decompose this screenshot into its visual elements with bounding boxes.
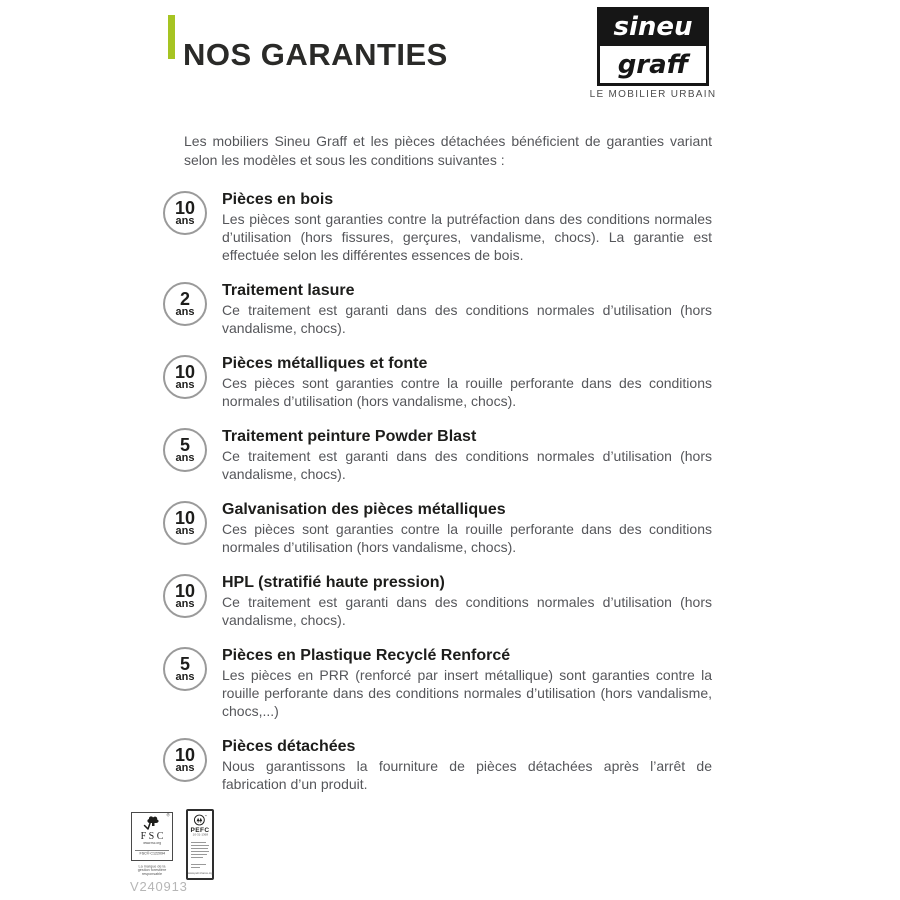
badge-years: 5 (179, 653, 190, 674)
guarantee-text (222, 573, 712, 629)
guarantee-item (163, 427, 712, 483)
guarantee-text (222, 354, 712, 410)
warranty-years-badge (163, 574, 207, 618)
warranty-years-badge (163, 191, 207, 235)
badge-unit: ans (175, 761, 195, 774)
guarantee-item (163, 737, 712, 793)
pefc-license-code: 10-31-1368 (192, 833, 208, 837)
badge-years: 2 (179, 288, 190, 309)
badge-unit: ans (175, 524, 195, 537)
guarantee-description: Ce traitement est garanti dans des conditions normales d’utilisation (hors vandalisme, chocs). (222, 302, 712, 336)
warranty-years-badge (163, 355, 207, 399)
guarantee-title: Galvanisation des pièces métalliques (222, 501, 506, 518)
badge-years: 5 (179, 434, 190, 455)
intro-paragraph: Les mobiliers Sineu Graff et les pièces détachées bénéficient de garanties variant selon les modèles et sous les conditions suivantes : (184, 133, 712, 168)
guarantee-description: Les pièces en PRR (renforcé par insert métallique) sont garanties contre la rouille perforante dans des conditions normales d’utilisation (hors vandalisme, chocs,...) (222, 667, 712, 719)
logo-word-sineu: sineu (613, 11, 693, 42)
guarantee-title: Pièces métalliques et fonte (222, 355, 428, 372)
guarantee-description: Ce traitement est garanti dans des conditions normales d’utilisation (hors vandalisme, chocs). (222, 594, 712, 628)
guarantee-title: Pièces en bois (222, 191, 334, 208)
fsc-divider (135, 850, 169, 851)
pefc-url: www.pefc-france.org (187, 872, 213, 875)
fsc-box (131, 812, 173, 861)
pefc-trees-icon (192, 814, 208, 826)
guarantee-description: Ces pièces sont garanties contre la rouille perforante dans des conditions normales d’utilisation (hors vandalisme, chocs). (222, 375, 712, 409)
guarantee-text (222, 737, 712, 793)
pefc-wordmark: PEFC (190, 827, 210, 834)
warranty-years-badge (163, 282, 207, 326)
guarantee-item (163, 573, 712, 629)
guarantee-title: Traitement lasure (222, 282, 355, 299)
logo-tagline: LE MOBILIER URBAIN (589, 89, 717, 100)
guarantee-item (163, 500, 712, 556)
badge-years: 10 (174, 197, 196, 218)
warranty-years-badge (163, 428, 207, 472)
fsc-tree-checkmark-icon (142, 815, 162, 832)
fsc-label (131, 812, 173, 883)
guarantee-description: Ce traitement est garanti dans des conditions normales d’utilisation (hors vandalisme, chocs). (222, 448, 712, 482)
fsc-wordmark: FSC (140, 831, 166, 842)
guarantee-description: Nous garantissons la fourniture de pièces détachées après l’arrêt de fabrication d’un produit. (222, 758, 712, 792)
guarantee-title: Pièces en Plastique Recyclé Renforcé (222, 647, 511, 664)
guarantee-text (222, 646, 712, 720)
guarantee-text (222, 500, 712, 556)
badge-unit: ans (175, 305, 195, 318)
badge-unit: ans (175, 378, 195, 391)
content-area (163, 132, 712, 810)
guarantee-item (163, 190, 712, 264)
badge-years: 10 (174, 507, 196, 528)
warranty-years-badge (163, 738, 207, 782)
fsc-license-code: FSC® C122094 (139, 852, 165, 856)
badge-unit: ans (175, 670, 195, 683)
logo-bottom-block (597, 46, 709, 86)
pefc-micro-text (191, 842, 209, 868)
document-version: V240913 (130, 879, 188, 894)
logo-word-graff: graff (617, 49, 689, 80)
warranty-years-badge (163, 501, 207, 545)
guarantee-title: HPL (stratifié haute pression) (222, 574, 445, 591)
sineu-graff-logo (597, 7, 709, 86)
guarantee-list (163, 190, 712, 793)
fsc-caption: La marque de la gestion forestière responsable (137, 865, 167, 877)
guarantee-item (163, 281, 712, 337)
guarantee-title: Traitement peinture Powder Blast (222, 428, 477, 445)
pefc-label (186, 809, 214, 880)
guarantee-text (222, 190, 712, 264)
badge-years: 10 (174, 580, 196, 601)
badge-unit: ans (175, 597, 195, 610)
badge-unit: ans (175, 451, 195, 464)
warranty-years-badge (163, 647, 207, 691)
guarantee-description: Les pièces sont garanties contre la putréfaction dans des conditions normales d’utilisation (hors fissures, gerçures, vandalisme, chocs). La garantie est effectuée selon les différentes essences de bois. (222, 211, 712, 263)
guarantee-item (163, 354, 712, 410)
fsc-registered-mark: ® (166, 813, 170, 819)
fsc-url: www.fsc.org (143, 842, 161, 846)
guarantee-title: Pièces détachées (222, 738, 356, 755)
page-title: NOS GARANTIES (183, 36, 448, 72)
guarantee-description: Ces pièces sont garanties contre la rouille perforante dans des conditions normales d’utilisation (hors vandalisme, chocs). (222, 521, 712, 555)
guarantee-item (163, 646, 712, 720)
logo-top-block (597, 7, 709, 46)
pefc-tm-mark: ™ (204, 814, 208, 818)
guarantee-text (222, 427, 712, 483)
badge-years: 10 (174, 361, 196, 382)
badge-years: 10 (174, 744, 196, 765)
badge-unit: ans (175, 214, 195, 227)
guarantee-text (222, 281, 712, 337)
title-accent-bar (168, 15, 175, 59)
